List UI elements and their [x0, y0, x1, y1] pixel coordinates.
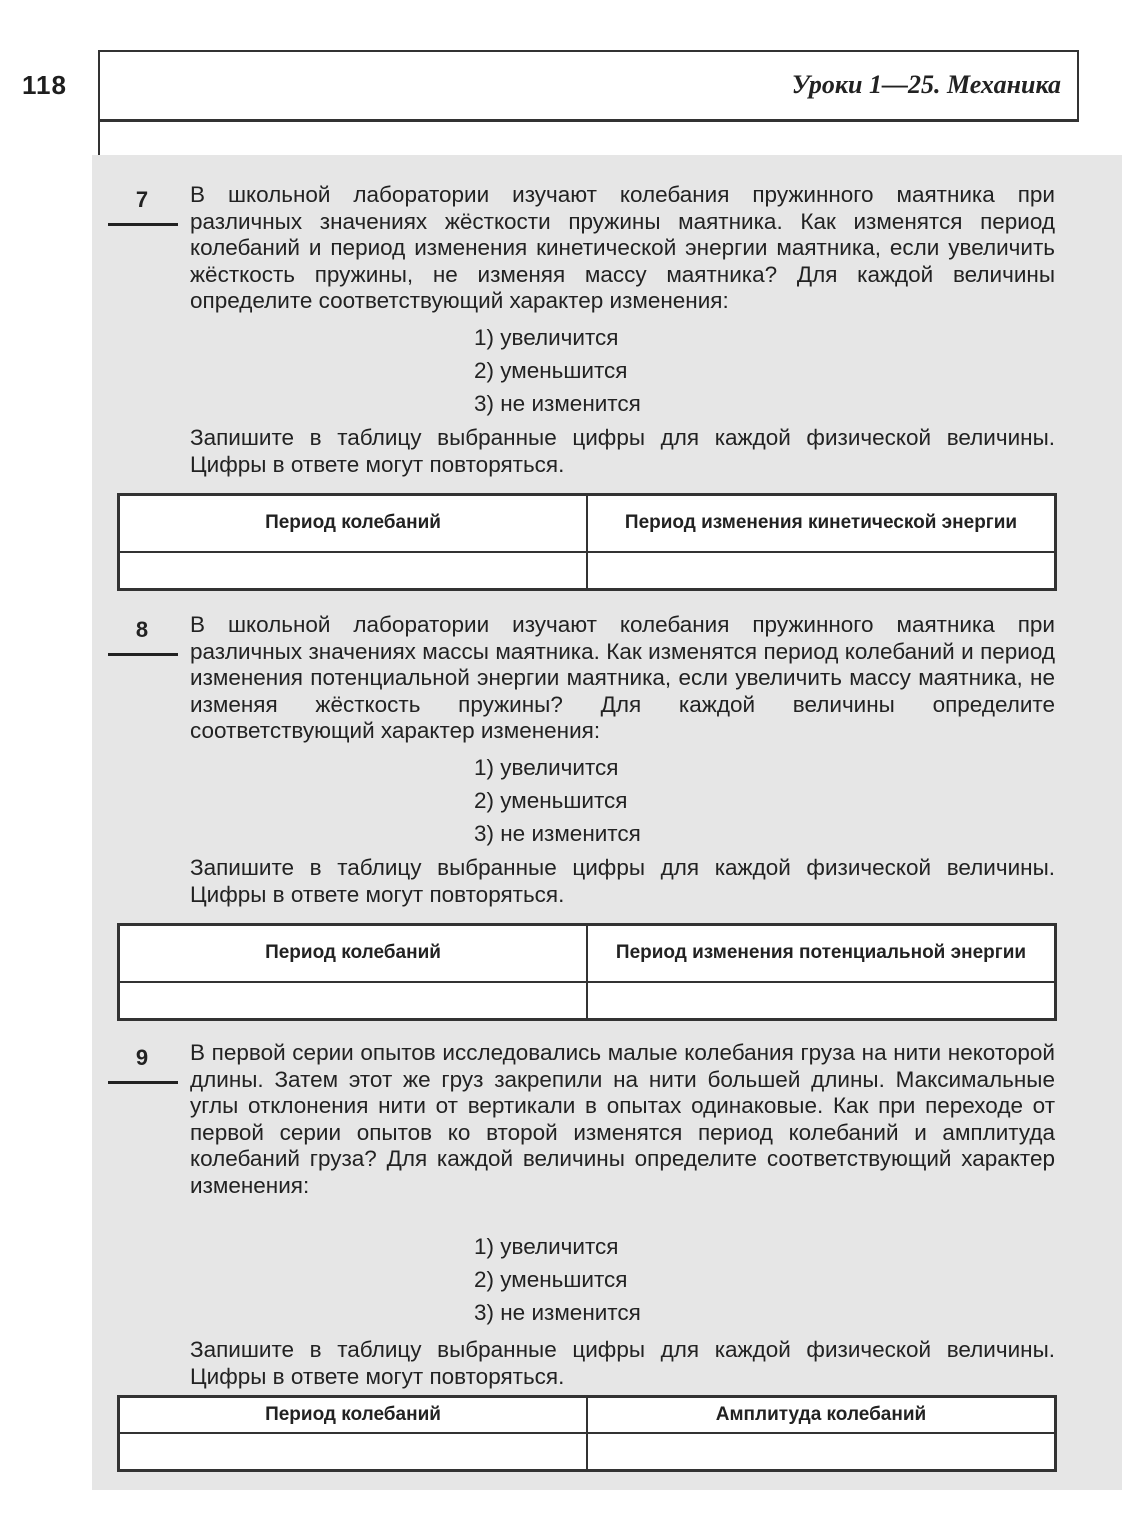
option-item: 3) не изменится: [474, 1300, 641, 1325]
options-list: [474, 751, 641, 850]
answer-cell[interactable]: [119, 552, 588, 590]
answer-cell[interactable]: [587, 552, 1056, 590]
options-list: [474, 1230, 641, 1329]
table-header: Период изменения кинетической энергии: [587, 495, 1056, 552]
task-number-rule: [108, 653, 178, 656]
task-text: В первой серии опытов исследовались малые колебания груза на нити некоторой длины. Затем этот же груз закрепили на нити большей длины. Максимальные углы отклонения нити от вертикали в опытах одинаковые. Как при переходе от первой серии опытов ко второй изменятся период колебаний и амплитуда колебаний груза? Для каждой величины определите соответствующий характер изменения:: [190, 1040, 1055, 1198]
task-number: 7: [135, 187, 149, 212]
option-item: 3) не изменится: [474, 391, 641, 416]
option-item: 2) уменьшится: [474, 788, 628, 813]
tasks-panel: [92, 155, 1122, 1490]
task-number-rule: [108, 223, 178, 226]
table-header: Период колебаний: [119, 925, 588, 982]
option-item: 1) увеличится: [474, 325, 619, 350]
task-text: В школьной лаборатории изучают колебания пружинного маятника при различных значениях жёсткости пружины маятника. Как изменятся период колебаний и период изменения кинетической энергии маятника, если увеличить жёсткость пружины, не изменяя массу маятника? Для каждой величины определите соответствующий характер изменения:: [190, 182, 1055, 313]
option-item: 2) уменьшится: [474, 358, 628, 383]
table-header: Период колебаний: [119, 1397, 588, 1433]
options-list: [474, 321, 641, 420]
answer-table: [117, 1395, 1057, 1472]
task-number: 8: [135, 617, 149, 642]
table-header: Период колебаний: [119, 495, 588, 552]
table-header: Период изменения потенциальной энергии: [587, 925, 1056, 982]
option-item: 1) увеличится: [474, 755, 619, 780]
task-number: 9: [135, 1045, 149, 1070]
task-instruction: Запишите в таблицу выбранные цифры для каждой физической величины. Цифры в ответе могут повторяться.: [190, 1337, 1055, 1389]
option-item: 2) уменьшится: [474, 1267, 628, 1292]
answer-cell[interactable]: [587, 1433, 1056, 1471]
answer-cell[interactable]: [119, 982, 588, 1020]
margin-rule: [98, 120, 100, 156]
running-header: [98, 50, 1079, 122]
answer-table: [117, 493, 1057, 591]
task-instruction: Запишите в таблицу выбранные цифры для каждой физической величины. Цифры в ответе могут повторяться.: [190, 855, 1055, 907]
header-title: Уроки 1—25. Механика: [791, 70, 1061, 99]
answer-table: [117, 923, 1057, 1021]
page-number: 118: [22, 70, 67, 100]
task-number-rule: [108, 1081, 178, 1084]
answer-cell[interactable]: [587, 982, 1056, 1020]
option-item: 3) не изменится: [474, 821, 641, 846]
answer-cell[interactable]: [119, 1433, 588, 1471]
table-header: Амплитуда колебаний: [587, 1397, 1056, 1433]
option-item: 1) увеличится: [474, 1234, 619, 1259]
task-text: В школьной лаборатории изучают колебания пружинного маятника при различных значениях массы маятника. Как изменятся период колебаний и период изменения потенциальной энергии маятника, если увеличить массу маятника, не изменяя жёсткость пружины? Для каждой величины определите соответствующий характер изменения:: [190, 612, 1055, 743]
task-instruction: Запишите в таблицу выбранные цифры для каждой физической величины. Цифры в ответе могут повторяться.: [190, 425, 1055, 477]
